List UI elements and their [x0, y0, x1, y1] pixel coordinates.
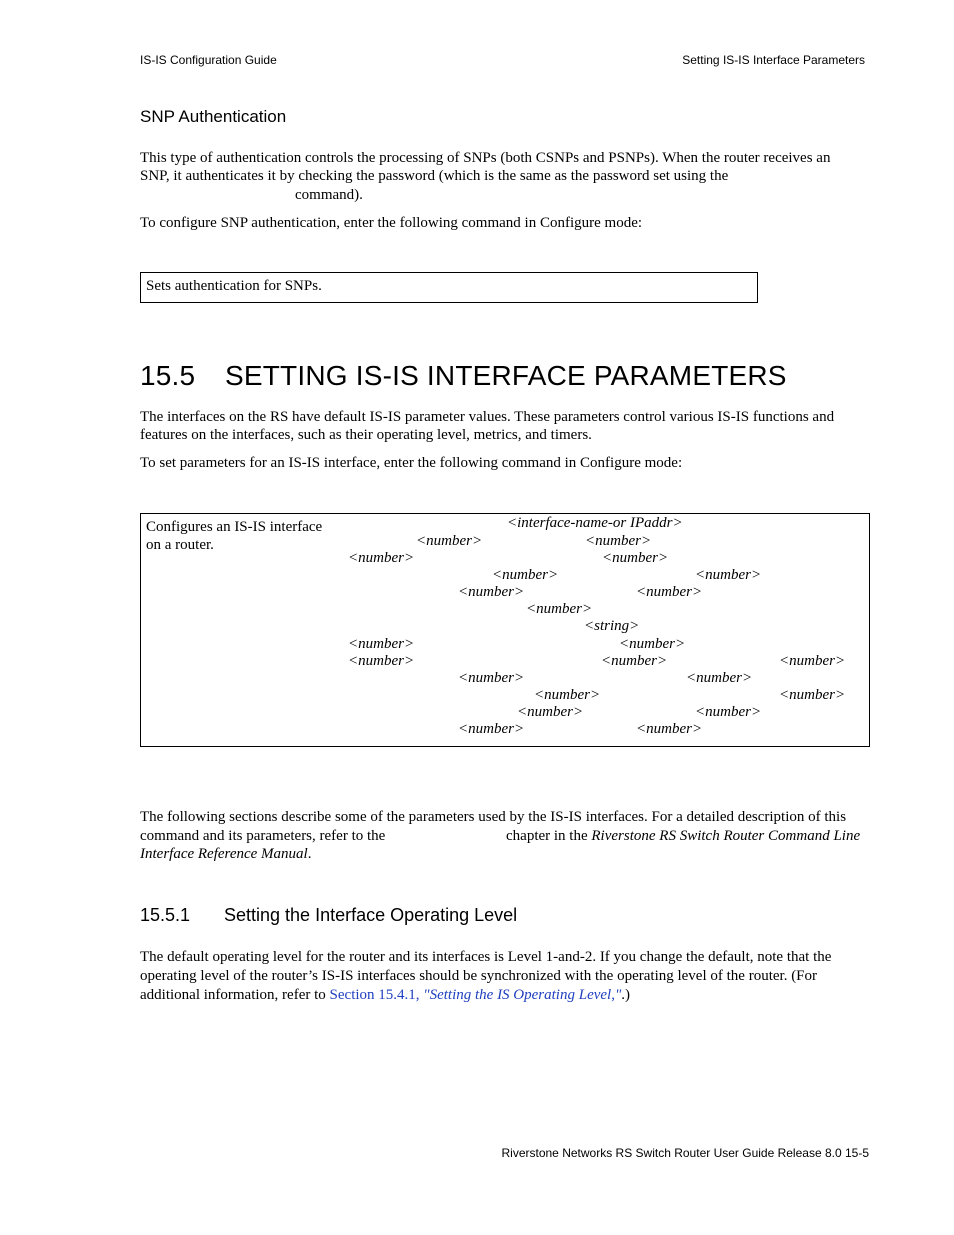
- link-title[interactable]: "Setting the IS Operating Level,": [423, 987, 622, 1003]
- table-description-line2: on a router.: [146, 537, 214, 553]
- running-header-right: Setting IS-IS Interface Parameters: [682, 53, 865, 67]
- snp-heading: SNP Authentication: [140, 107, 287, 126]
- arg-interface: <interface-name-or IPaddr>: [507, 515, 683, 531]
- arg-number: <number>: [458, 721, 525, 737]
- subsection-line3-text: additional information, refer to: [140, 987, 326, 1003]
- arg-number: <number>: [348, 653, 415, 669]
- subsection-line3: [140, 986, 630, 1004]
- page-footer: Riverstone Networks RS Switch Router User Guide Release 8.0 15-5: [501, 1146, 869, 1160]
- arg-number: <number>: [585, 533, 652, 549]
- snp-table-description: Sets authentication for SNPs.: [146, 278, 322, 294]
- section-para1-line1: The interfaces on the RS have default IS-IS parameter values. These parameters control various IS-IS functions and: [140, 409, 835, 425]
- section-para3-line2: [140, 827, 385, 845]
- section-para3-line3: [140, 845, 311, 863]
- snp-command-table: [140, 272, 758, 303]
- arg-number: <number>: [779, 653, 846, 669]
- arg-string: <string>: [584, 618, 640, 634]
- arg-number: <number>: [348, 550, 415, 566]
- arg-number: <number>: [458, 670, 525, 686]
- link-section[interactable]: Section 15.4.1,: [329, 987, 420, 1003]
- arg-number: <number>: [492, 567, 559, 583]
- arg-number: <number>: [695, 567, 762, 583]
- arg-number: <number>: [695, 704, 762, 720]
- section-para3-line1: The following sections describe some of the parameters used by the IS-IS interfaces. For a detailed description of this: [140, 809, 847, 825]
- para3-text-a: command and its parameters, refer to the: [140, 828, 386, 844]
- interface-command-table: [140, 513, 870, 747]
- snp-para-line3: command).: [295, 187, 363, 203]
- section-number: 15.5: [140, 360, 196, 391]
- subsection-line1: The default operating level for the router and its interfaces is Level 1-and-2. If you change the default, note that the: [140, 949, 832, 965]
- subsection-number: 15.5.1: [140, 905, 191, 925]
- arg-number: <number>: [779, 687, 846, 703]
- section-para1-line2: features on the interfaces, such as their operating level, metrics, and timers.: [140, 427, 592, 443]
- arg-number: <number>: [601, 653, 668, 669]
- arg-number: <number>: [636, 584, 703, 600]
- snp-para2: To configure SNP authentication, enter the following command in Configure mode:: [140, 215, 643, 231]
- arg-number: <number>: [348, 636, 415, 652]
- para3-text-b: chapter in the: [506, 828, 588, 844]
- arg-number: <number>: [619, 636, 686, 652]
- arg-number: <number>: [526, 601, 593, 617]
- para3-period: .: [307, 846, 312, 862]
- section-title: SETTING IS-IS INTERFACE PARAMETERS: [225, 360, 787, 391]
- arg-number: <number>: [686, 670, 753, 686]
- manual-title: Riverstone RS Switch Router Command Line: [591, 828, 861, 844]
- subsection-title: Setting the Interface Operating Level: [224, 905, 518, 925]
- arg-number: <number>: [458, 584, 525, 600]
- snp-para-line1: This type of authentication controls the processing of SNPs (both CSNPs and PSNPs). When the router receives an: [140, 150, 831, 166]
- arg-number: <number>: [416, 533, 483, 549]
- section-para3-line2b: [506, 827, 860, 845]
- manual-title-cont: Interface Reference Manual: [140, 846, 308, 862]
- subsection-line2: operating level of the router’s IS-IS interfaces should be synchronized with the operating level of the router. (For: [140, 968, 818, 984]
- subsection-line3-end: .): [621, 987, 631, 1003]
- table-description-line1: Configures an IS-IS interface: [146, 519, 323, 535]
- cross-reference-link[interactable]: [330, 987, 622, 1003]
- arg-number: <number>: [517, 704, 584, 720]
- section-para2: To set parameters for an IS-IS interface, enter the following command in Configure mode:: [140, 455, 683, 471]
- running-header-left: IS-IS Configuration Guide: [140, 53, 277, 67]
- arg-number: <number>: [534, 687, 601, 703]
- arg-number: <number>: [602, 550, 669, 566]
- arg-number: <number>: [636, 721, 703, 737]
- snp-para-line2: SNP, it authenticates it by checking the password (which is the same as the password set using the: [140, 168, 729, 184]
